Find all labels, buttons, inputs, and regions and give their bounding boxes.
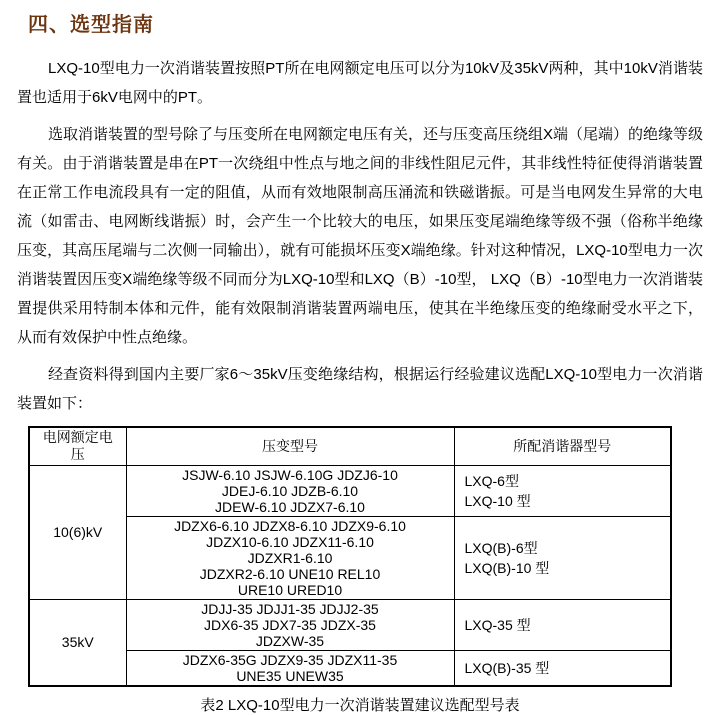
voltage-cell-35kv: 35kV xyxy=(29,599,126,686)
pt-model-line: JDZX6-6.10 JDZX8-6.10 JDZX9-6.10 xyxy=(174,517,406,534)
arrester-model-line: LXQ-10 型 xyxy=(464,492,531,509)
voltage-cell-10-6kv: 10(6)kV xyxy=(29,465,126,599)
pt-model-line: JDJJ-35 JDJJ1-35 JDJJ2-35 xyxy=(201,600,379,617)
arrester-models-cell xyxy=(454,650,671,686)
pt-models-cell xyxy=(126,650,454,686)
table-row xyxy=(29,516,671,599)
pt-model-line: JDZXR1-6.10 xyxy=(247,549,333,566)
pt-models-cell xyxy=(126,516,454,599)
table-header-row xyxy=(29,427,671,465)
arrester-models-cell xyxy=(454,516,671,599)
header-pt-model: 压变型号 xyxy=(126,427,454,465)
pt-model-line: JDZXW-35 xyxy=(255,632,325,649)
arrester-model-line: LXQ-6型 xyxy=(464,472,519,489)
header-rated-voltage: 电网额定电压 xyxy=(29,427,126,465)
pt-model-line: URE10 URED10 xyxy=(237,581,343,598)
pt-model-line: JDX6-35 JDX7-35 JDZX-35 xyxy=(204,616,376,633)
pt-model-line: JDEJ-6.10 JDZB-6.10 xyxy=(221,482,359,499)
pt-model-line: JDZX6-35G JDZX9-35 JDZX11-35 xyxy=(182,651,398,668)
arrester-model-line: LXQ(B)-10 型 xyxy=(464,559,550,576)
arrester-model-line: LXQ(B)-35 型 xyxy=(464,659,550,676)
pt-model-line: JDZX10-6.10 JDZX11-6.10 xyxy=(206,533,374,550)
pt-model-line: JDEW-6.10 JDZX7-6.10 xyxy=(215,498,365,515)
arrester-models-cell xyxy=(454,465,671,516)
pt-models-cell xyxy=(126,465,454,516)
pt-model-line: UNE35 UNEW35 xyxy=(236,667,344,684)
paragraph-recommendation: 经查资料得到国内主要厂家6～35kV压变绝缘结构，根据运行经验建议选配LXQ-10型电力一次消谐装置如下： xyxy=(17,366,703,412)
paragraph-selection-detail: 选取消谐装置的型号除了与压变所在电网额定电压有关，还与压变高压绕组X端（尾端）的绝缘等级有关。由于消谐装置是串在PT一次绕组中性点与地之间的非线性阻尼元件，其非线性特征使得消谐装置在正常工作电流段具有一定的阻值，从而有效地限制高压涌流和铁磁谐振。可是当电网发生异常的大电流（如雷击、电网断线谐振）时，会产生一个比较大的电压，如果压变尾端绝缘等级不强（俗称半绝缘压变，其高压尾端与二次侧一同输出），就有可能损坏压变X端绝缘。针对这种情况，LXQ-10型电力一次消谐装置因压变X端绝缘等级不同而分为LXQ-10型和LXQ（B）-10型， LXQ（B）-10型电力一次消谐装置提供采用特制本体和元件，能有效限制消谐装置两端电压，使其在半绝缘压变的绝缘耐受水平之下，从而有效保护中性点绝缘。 xyxy=(17,126,704,346)
paragraph-overview: LXQ-10型电力一次消谐装置按照PT所在电网额定电压可以分为10kV及35kV两种，其中10kV消谐装置也适用于6kV电网中的PT。 xyxy=(17,60,703,106)
header-arrester-model: 所配消谐器型号 xyxy=(454,427,671,465)
table-row xyxy=(29,599,671,650)
arrester-model-line: LXQ(B)-6型 xyxy=(464,539,538,556)
pt-models-cell xyxy=(126,599,454,650)
arrester-model-line: LXQ-35 型 xyxy=(464,616,531,633)
model-selection-table xyxy=(28,426,672,687)
pt-model-line: JSJW-6.10 JSJW-6.10G JDZJ6-10 xyxy=(182,466,398,483)
table-row xyxy=(29,650,671,686)
table-row xyxy=(29,465,671,516)
section-heading: 四、选型指南 xyxy=(28,14,154,36)
table-caption: 表2 LXQ-10型电力一次消谐装置建议选配型号表 xyxy=(200,696,520,714)
pt-model-line: JDZXR2-6.10 UNE10 REL10 xyxy=(199,565,381,582)
arrester-models-cell xyxy=(454,599,671,650)
